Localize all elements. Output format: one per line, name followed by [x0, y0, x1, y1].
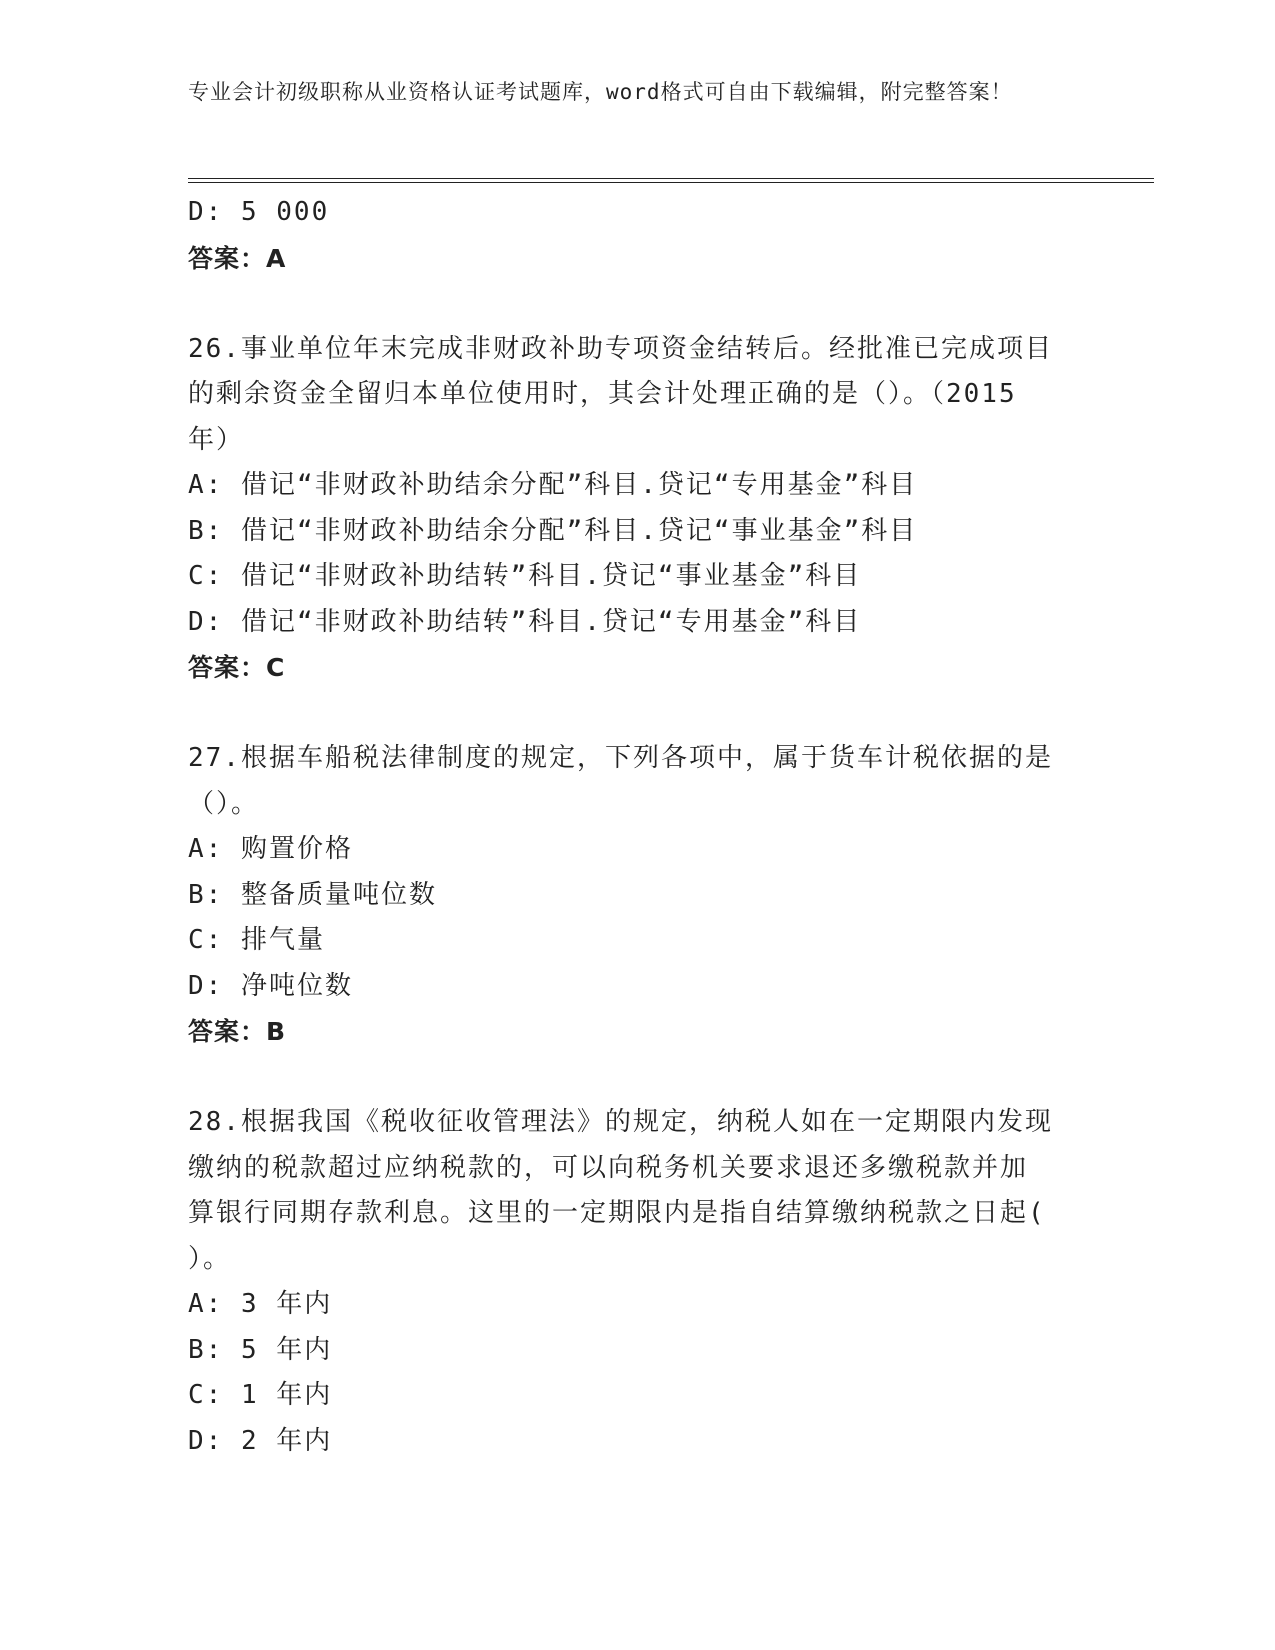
option-c: C: 排气量 [188, 925, 325, 955]
question-text-line: 缴纳的税款超过应纳税款的，可以向税务机关要求退还多缴税款并加 [188, 1152, 1029, 1183]
document-body [188, 190, 1088, 1464]
option-d: D: 2 年内 [188, 1425, 333, 1456]
option-d: D: 净吨位数 [188, 970, 353, 1001]
header-rule-top [188, 178, 1154, 179]
question-26 [188, 327, 1088, 691]
question-27 [188, 736, 1088, 1055]
option-a: A: 借记“非财政补助结余分配”科目.贷记“专用基金”科目 [188, 470, 918, 500]
question-28 [188, 1100, 1088, 1464]
option-d: D: 借记“非财政补助结转”科目.贷记“专用基金”科目 [188, 606, 862, 637]
page-header: 专业会计初级职称从业资格认证考试题库，word格式可自由下载编辑，附完整答案！ [188, 80, 1013, 104]
option-d: D: 5 000 [188, 197, 330, 227]
spacer [188, 281, 1088, 327]
answer-text: 答案：B [188, 1017, 287, 1046]
option-a: A: 购置价格 [188, 834, 353, 864]
question-text-line: 的剩余资金全留归本单位使用时，其会计处理正确的是（）。（2015 [188, 379, 1017, 409]
question-text-line: 26.事业单位年末完成非财政补助专项资金结转后。经批准已完成项目 [188, 333, 1053, 364]
option-c: C: 借记“非财政补助结转”科目.贷记“事业基金”科目 [188, 561, 862, 591]
question-text-line: 算银行同期存款利息。这里的一定期限内是指自结算缴纳税款之日起( [188, 1198, 1046, 1228]
header-rule-bottom [188, 182, 1154, 183]
option-b: B: 借记“非财政补助结余分配”科目.贷记“事业基金”科目 [188, 515, 918, 546]
option-b: B: 5 年内 [188, 1334, 333, 1365]
spacer [188, 1055, 1088, 1101]
question-text-line: 27.根据车船税法律制度的规定，下列各项中，属于货车计税依据的是 [188, 743, 1053, 773]
question-text-line: 28.根据我国《税收征收管理法》的规定，纳税人如在一定期限内发现 [188, 1107, 1053, 1137]
question-text-line: ）。 [188, 1243, 232, 1274]
question-text-line: （）。 [188, 788, 260, 819]
spacer [188, 691, 1088, 737]
question-text-line: 年） [188, 424, 245, 455]
option-b: B: 整备质量吨位数 [188, 879, 437, 910]
option-a: A: 3 年内 [188, 1289, 333, 1319]
answer-text: 答案：A [188, 243, 287, 273]
option-c: C: 1 年内 [188, 1380, 333, 1410]
answer-text: 答案：C [188, 653, 286, 682]
